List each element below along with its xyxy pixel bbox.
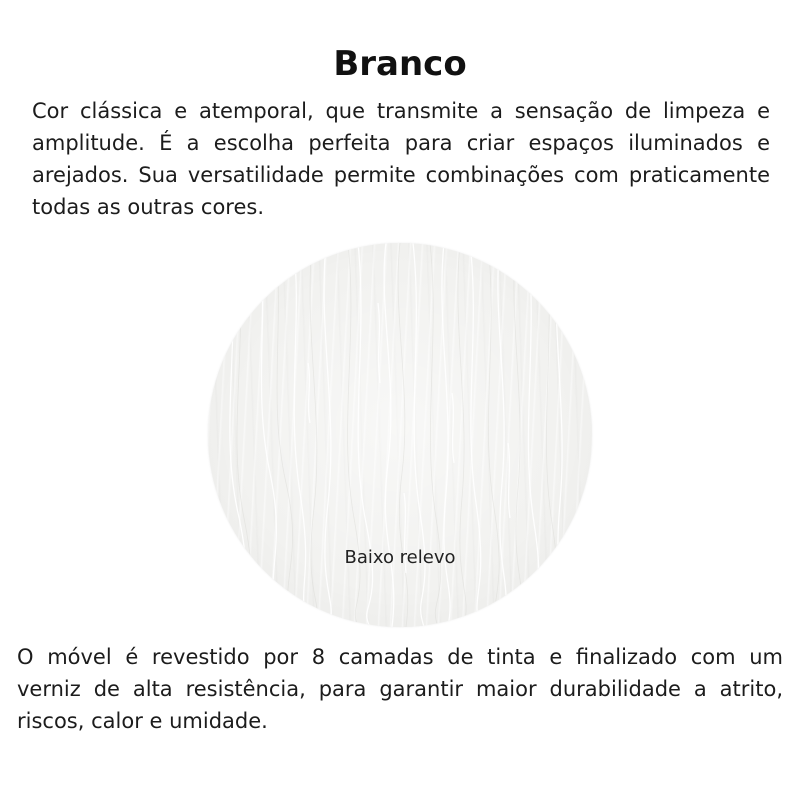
wood-grain-streak [452,393,454,463]
swatch-label: Baixo relevo [344,547,456,568]
intro-line: Cor clássica e atemporal, que transmite a sensação de limpeza e [32,99,770,123]
details-line: verniz de alta resistência, para garantir maior durabilidade a atrito, [17,677,783,701]
intro-line: arejados. Sua versatilidade permite combinações com praticamente [32,163,770,187]
intro-line: amplitude. É a escolha perfeita para criar espaços iluminados e [32,131,770,155]
page-title: Branco [333,44,467,84]
details-paragraph [17,641,783,737]
wood-grain-streak [308,363,310,423]
details-line: O móvel é revestido por 8 camadas de tinta e finalizado com um [17,645,783,669]
details-line: riscos, calor e umidade. [17,709,268,733]
intro-line: todas as outras cores. [32,195,264,219]
wood-grain-streak [508,443,510,518]
intro-paragraph [32,95,770,223]
wood-grain-streak [378,303,380,383]
